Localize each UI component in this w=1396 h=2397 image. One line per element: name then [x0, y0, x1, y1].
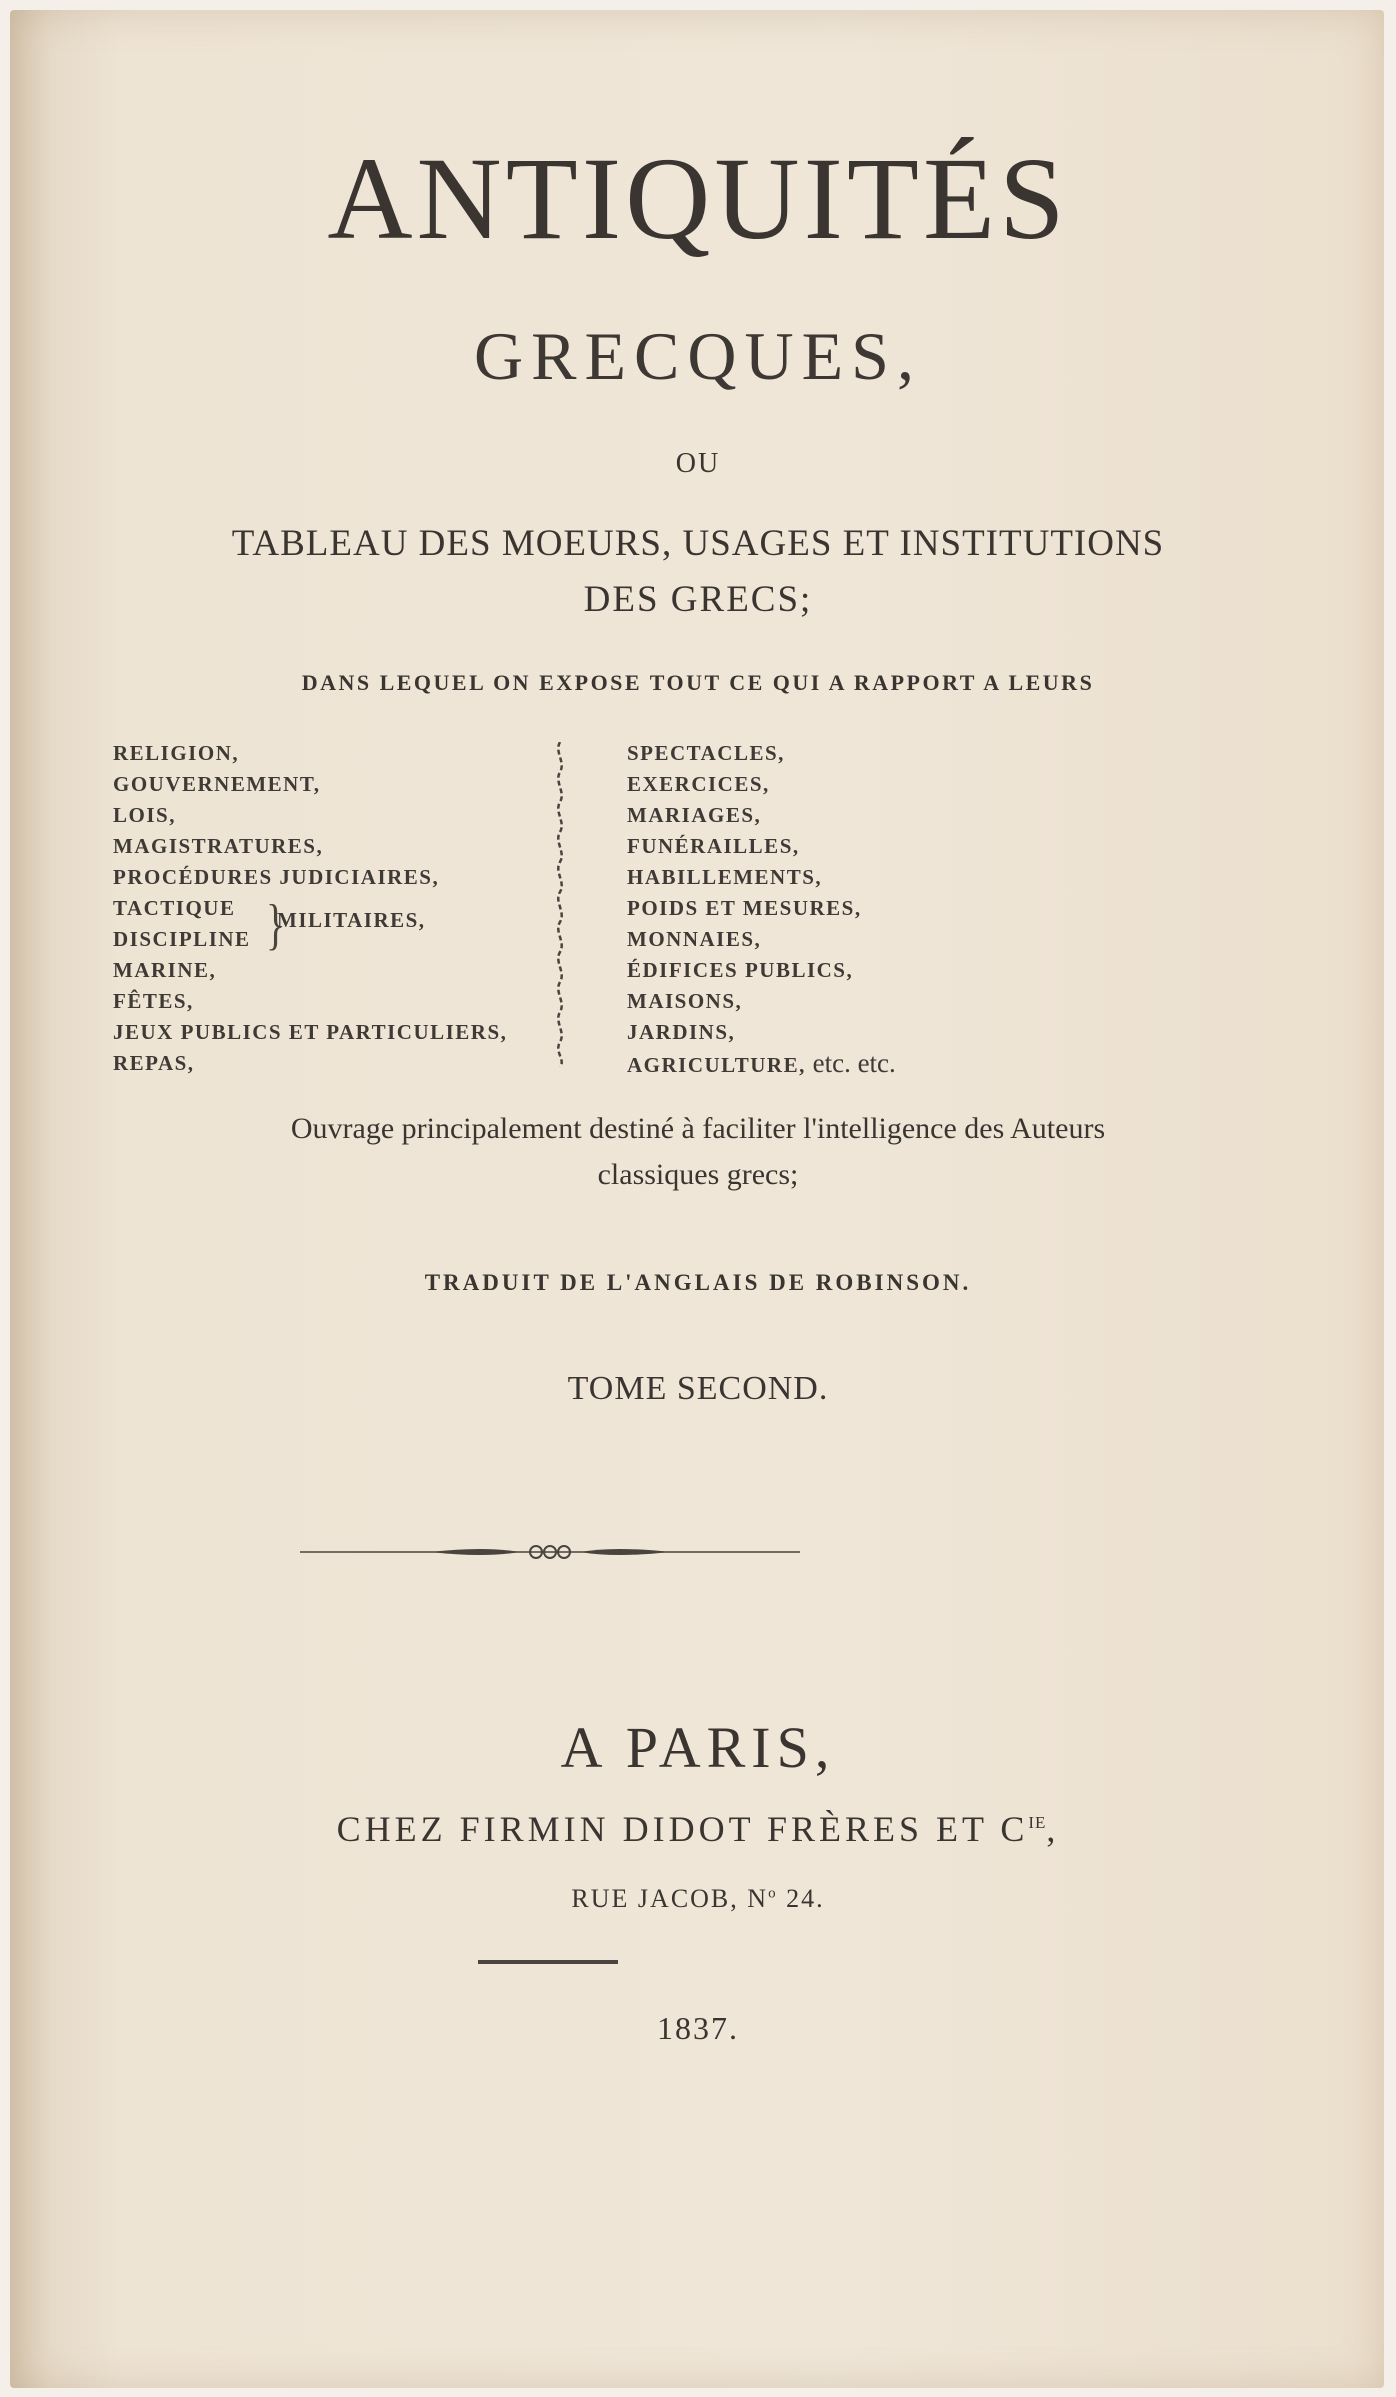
tableau-line-2: DES GRECS;: [583, 579, 813, 620]
ouvrage-line-1: Ouvrage principalement destiné à faciliter l'intelligence des Auteurs: [290, 1112, 1106, 1145]
list-item: LOIS,: [113, 803, 176, 827]
address-line: [0, 1884, 1396, 1914]
militaires-brace: }: [266, 894, 285, 956]
ouvrage-line-2: classiques grecs;: [597, 1158, 799, 1191]
publisher-line: [0, 1808, 1396, 1850]
list-item: RELIGION,: [113, 741, 240, 765]
list-item: MARIAGES,: [627, 803, 762, 827]
list-item: GOUVERNEMENT,: [113, 772, 321, 796]
list-item: JEUX PUBLICS ET PARTICULIERS,: [113, 1020, 508, 1044]
list-item: DISCIPLINE: [113, 927, 251, 951]
publisher-punct: ,: [1046, 1809, 1060, 1849]
list-item: REPAS,: [113, 1051, 195, 1075]
right-topic-list: [627, 738, 896, 1079]
publication-year: 1837.: [657, 2010, 739, 2046]
short-rule: [478, 1960, 618, 1964]
list-item: MONNAIES,: [627, 927, 762, 951]
list-item: FUNÉRAILLES,: [627, 834, 800, 858]
conjunction-ou: OU: [675, 448, 721, 479]
militaires-label: MILITAIRES,: [277, 908, 426, 932]
subtitle: GRECQUES,: [474, 318, 922, 394]
dans-lequel-line: DANS LEQUEL ON EXPOSE TOUT CE QUI A RAPPORT A LEURS: [301, 670, 1095, 695]
address-superscript: o: [768, 1885, 778, 1902]
tableau-line-1: TABLEAU DES MOEURS, USAGES ET INSTITUTIONS: [231, 523, 1165, 564]
list-item: MAGISTRATURES,: [113, 834, 324, 858]
list-item: ÉDIFICES PUBLICS,: [627, 958, 854, 982]
list-item: JARDINS,: [627, 1020, 736, 1044]
list-item: MAISONS,: [627, 989, 743, 1013]
list-item: EXERCICES,: [627, 772, 770, 796]
list-item: MARINE,: [113, 958, 217, 982]
list-item: [627, 1048, 896, 1079]
title: ANTIQUITÉS: [327, 133, 1069, 264]
list-item: SPECTACLES,: [627, 741, 785, 765]
translator-line: TRADUIT DE L'ANGLAIS DE ROBINSON.: [424, 1270, 972, 1295]
address-street: RUE JACOB, N: [571, 1884, 769, 1913]
list-item-text: AGRICULTURE,: [627, 1053, 806, 1077]
list-item: POIDS ET MESURES,: [627, 896, 862, 920]
publisher-name: CHEZ FIRMIN DIDOT FRÈRES ET C: [336, 1809, 1029, 1849]
etc-text: etc. etc.: [805, 1048, 896, 1078]
volume-label: TOME SECOND.: [567, 1370, 829, 1407]
decorative-rule-ornament: [300, 1540, 800, 1564]
column-divider-ornament: [553, 742, 567, 1067]
address-number: 24.: [777, 1884, 825, 1913]
list-item: TACTIQUE: [113, 896, 236, 920]
list-item: FÊTES,: [113, 989, 194, 1013]
list-item: HABILLEMENTS,: [627, 865, 823, 889]
publication-city: A PARIS,: [560, 1715, 836, 1780]
publisher-superscript: IE: [1028, 1813, 1047, 1832]
list-item: PROCÉDURES JUDICIAIRES,: [113, 865, 440, 889]
